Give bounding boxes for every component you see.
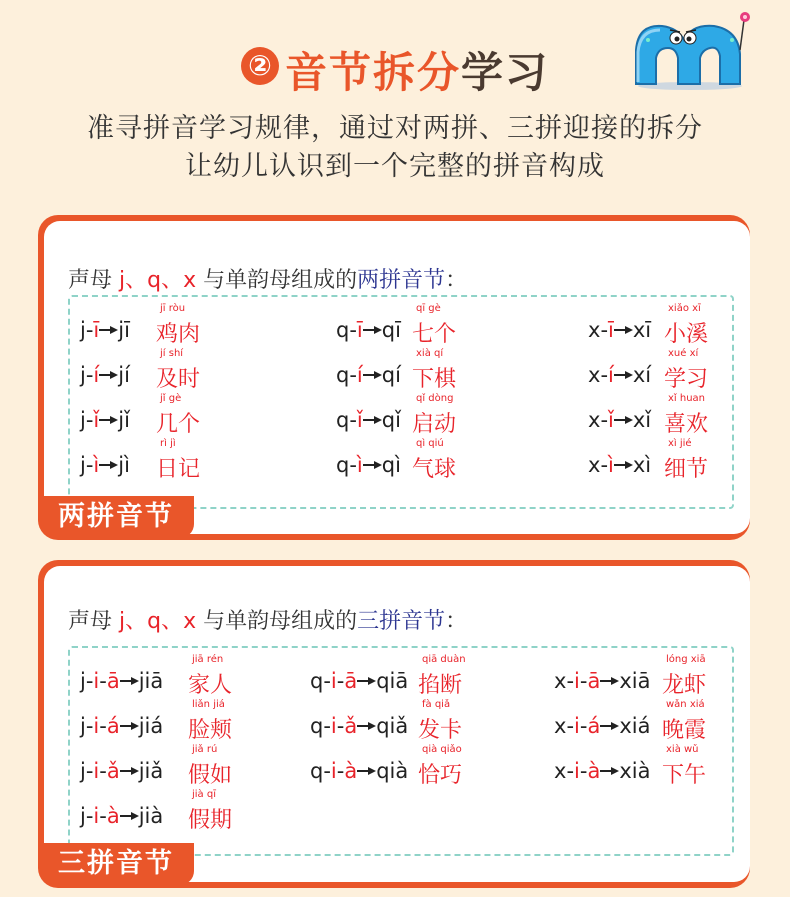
example-word: 发卡 — [418, 718, 463, 743]
pinyin-annotation: jí shí — [160, 348, 184, 359]
vowel-letter: á — [587, 714, 601, 738]
syllable-result: qiā — [376, 669, 409, 693]
vowel-letter: í — [93, 363, 100, 387]
two-spell-intro: 声母 j、q、x 与单韵母组成的两拼音节： — [68, 268, 468, 293]
example-word: 假如 — [188, 763, 233, 788]
letter-m-mascot-icon — [628, 10, 758, 90]
medial-letter: i — [93, 759, 100, 783]
initial-letter: j — [80, 669, 86, 693]
syllable-result: qǐ — [381, 408, 401, 432]
pinyin-annotation: jiǎ rú — [192, 744, 218, 755]
arrow-right-icon — [363, 460, 382, 470]
syllable-breakdown: x-ǐ xǐ — [588, 408, 652, 432]
arrow-right-icon — [357, 721, 376, 731]
example-word: 日记 — [156, 457, 201, 482]
vowel-letter: ā — [587, 669, 601, 693]
vowel-letter: ī — [93, 318, 100, 342]
three-spell-keyword: 三拼音节 — [357, 609, 446, 634]
initial-letter: q — [310, 669, 324, 693]
initial-letter: q — [336, 363, 350, 387]
syllable-breakdown: q-ì qì — [336, 453, 401, 477]
syllable-breakdown: q-i-à qià — [310, 759, 409, 783]
three-spell-intro: 声母 j、q、x 与单韵母组成的三拼音节： — [68, 609, 468, 634]
two-spell-panel-body — [44, 221, 750, 534]
example-word: 学习 — [664, 367, 709, 392]
example-word: 鸡肉 — [156, 322, 201, 347]
syllable-result: jiā — [138, 669, 164, 693]
syllable-result: xì — [632, 453, 652, 477]
initial-letter: j — [80, 318, 86, 342]
syllable-result: xià — [619, 759, 651, 783]
title-highlight: 音节拆分 — [284, 48, 461, 97]
arrow-right-icon — [614, 370, 633, 380]
two-spell-keyword: 两拼音节 — [357, 268, 446, 293]
syllable-result: xiá — [619, 714, 651, 738]
subtitle-line-2: 让幼儿认识到一个完整的拼音构成 — [185, 151, 605, 182]
arrow-right-icon — [614, 415, 633, 425]
medial-letter: i — [93, 714, 100, 738]
vowel-letter: ì — [608, 453, 614, 477]
vowel-letter: ì — [356, 453, 363, 477]
syllable-breakdown: x-ī xī — [588, 318, 652, 342]
syllable-result: xǐ — [632, 408, 652, 432]
initial-letter: j — [80, 408, 86, 432]
arrow-right-icon — [357, 766, 376, 776]
two-spell-tag: 两拼音节 — [38, 496, 194, 538]
example-word: 下午 — [662, 763, 707, 788]
pinyin-annotation: liǎn jiá — [192, 699, 225, 710]
arrow-right-icon — [614, 460, 633, 470]
initial-letter: x — [554, 759, 567, 783]
pinyin-annotation: qī gè — [416, 303, 441, 314]
pinyin-annotation: xué xí — [668, 348, 699, 359]
arrow-right-icon — [120, 721, 139, 731]
initial-letter: q — [336, 318, 350, 342]
vowel-letter: à — [106, 804, 120, 828]
vowel-letter: ǐ — [608, 408, 614, 432]
initial-letter: x — [554, 669, 567, 693]
pinyin-annotation: rì jì — [160, 438, 176, 449]
syllable-breakdown: x-i-à xià — [554, 759, 651, 783]
syllable-result: jì — [118, 453, 130, 477]
vowel-letter: á — [106, 714, 120, 738]
arrow-right-icon — [120, 766, 139, 776]
arrow-right-icon — [120, 676, 139, 686]
syllable-breakdown: j-ī jī — [80, 318, 130, 342]
pinyin-annotation: xià wǔ — [666, 744, 699, 755]
pinyin-annotation: qì qiú — [416, 438, 444, 449]
two-spell-panel — [38, 215, 750, 540]
pinyin-annotation: qǐ dòng — [416, 393, 454, 404]
pinyin-annotation: xiǎo xī — [668, 303, 701, 314]
syllable-result: jí — [118, 363, 130, 387]
initial-letter: x — [588, 318, 601, 342]
initial-letter: j — [80, 453, 86, 477]
arrow-right-icon — [614, 325, 633, 335]
title-rest: 学习 — [461, 48, 550, 97]
subtitle — [0, 110, 790, 186]
initial-letter: x — [554, 714, 567, 738]
arrow-right-icon — [600, 766, 619, 776]
example-word: 恰巧 — [418, 763, 463, 788]
vowel-letter: à — [587, 759, 601, 783]
arrow-right-icon — [363, 415, 382, 425]
three-spell-grid — [68, 646, 734, 856]
pinyin-annotation: lóng xiā — [666, 654, 706, 665]
syllable-result: xiā — [619, 669, 651, 693]
initial-letter: q — [336, 453, 350, 477]
pinyin-annotation: jià qī — [192, 789, 216, 800]
arrow-right-icon — [363, 325, 382, 335]
example-word: 启动 — [412, 412, 457, 437]
pinyin-annotation: qiā duàn — [422, 654, 466, 665]
arrow-right-icon — [99, 370, 118, 380]
syllable-breakdown: j-i-à jià — [80, 804, 164, 828]
initial-letter: j — [80, 714, 86, 738]
vowel-letter: ǐ — [356, 408, 363, 432]
example-word: 细节 — [664, 457, 709, 482]
pinyin-annotation: qià qiǎo — [422, 744, 462, 755]
medial-letter: i — [330, 759, 337, 783]
syllable-result: qī — [381, 318, 401, 342]
syllable-breakdown: j-i-ǎ jiǎ — [80, 759, 164, 783]
initial-letter: j — [80, 804, 86, 828]
medial-letter: i — [330, 714, 337, 738]
arrow-right-icon — [600, 721, 619, 731]
syllable-result: qì — [381, 453, 401, 477]
initial-letter: j — [80, 759, 86, 783]
pinyin-annotation: xià qí — [416, 348, 444, 359]
syllable-breakdown: q-i-ā qiā — [310, 669, 409, 693]
syllable-breakdown: q-ǐ qǐ — [336, 408, 401, 432]
syllable-result: qí — [381, 363, 401, 387]
arrow-right-icon — [99, 415, 118, 425]
syllable-result: jiá — [138, 714, 164, 738]
syllable-result: jiǎ — [138, 759, 164, 783]
example-word: 脸颊 — [188, 718, 233, 743]
example-word: 家人 — [188, 673, 233, 698]
initial-letter: x — [588, 363, 601, 387]
syllable-breakdown: x-í xí — [588, 363, 652, 387]
vowel-letter: ǎ — [106, 759, 120, 783]
example-word: 龙虾 — [662, 673, 707, 698]
syllable-result: xí — [632, 363, 652, 387]
pinyin-annotation: jǐ gè — [160, 393, 182, 404]
example-word: 及时 — [156, 367, 201, 392]
initial-letter: j — [80, 363, 86, 387]
arrow-right-icon — [99, 325, 118, 335]
initial-letter: q — [336, 408, 350, 432]
example-word: 晚霞 — [662, 718, 707, 743]
syllable-result: xī — [632, 318, 652, 342]
syllable-breakdown: x-ì xì — [588, 453, 652, 477]
syllable-result: qià — [376, 759, 409, 783]
arrow-right-icon — [357, 676, 376, 686]
example-word: 小溪 — [664, 322, 709, 347]
initial-letter: q — [310, 759, 324, 783]
pinyin-annotation: jiā rén — [192, 654, 224, 665]
example-word: 掐断 — [418, 673, 463, 698]
pinyin-annotation: fà qiǎ — [422, 699, 451, 710]
initials-jqx: j、q、x — [119, 609, 197, 634]
syllable-result: jī — [118, 318, 130, 342]
example-word: 喜欢 — [664, 412, 709, 437]
example-word: 气球 — [412, 457, 457, 482]
syllable-result: qiǎ — [376, 714, 409, 738]
vowel-letter: ì — [93, 453, 100, 477]
medial-letter: i — [330, 669, 337, 693]
vowel-letter: ī — [356, 318, 363, 342]
syllable-breakdown: x-i-ā xiā — [554, 669, 651, 693]
vowel-letter: ā — [106, 669, 120, 693]
example-word: 几个 — [156, 412, 201, 437]
pinyin-annotation: xǐ huan — [668, 393, 706, 404]
pinyin-annotation: jī ròu — [160, 303, 186, 314]
vowel-letter: à — [344, 759, 358, 783]
syllable-breakdown: j-ǐ jǐ — [80, 408, 130, 432]
two-spell-grid — [68, 295, 734, 509]
three-spell-panel-body — [44, 566, 750, 882]
initial-letter: x — [588, 408, 601, 432]
syllable-breakdown: q-í qí — [336, 363, 401, 387]
medial-letter: i — [574, 714, 580, 738]
arrow-right-icon — [600, 676, 619, 686]
syllable-result: jǐ — [118, 408, 130, 432]
example-word: 下棋 — [412, 367, 457, 392]
example-word: 七个 — [412, 322, 457, 347]
three-spell-panel — [38, 560, 750, 888]
vowel-letter: ǎ — [344, 714, 358, 738]
syllable-result: jià — [138, 804, 164, 828]
syllable-breakdown: j-ì jì — [80, 453, 130, 477]
section-number-badge: ② — [241, 47, 279, 85]
syllable-breakdown: j-í jí — [80, 363, 130, 387]
subtitle-line-1: 准寻拼音学习规律，通过对两拼、三拼迎接的拆分 — [87, 113, 703, 144]
syllable-breakdown: x-i-á xiá — [554, 714, 651, 738]
arrow-right-icon — [99, 460, 118, 470]
medial-letter: i — [574, 669, 580, 693]
initial-letter: x — [588, 453, 601, 477]
example-word: 假期 — [188, 808, 233, 833]
vowel-letter: í — [356, 363, 363, 387]
vowel-letter: ī — [608, 318, 614, 342]
syllable-breakdown: j-i-ā jiā — [80, 669, 164, 693]
syllable-breakdown: q-ī qī — [336, 318, 401, 342]
arrow-right-icon — [120, 811, 139, 821]
pinyin-annotation: xì jié — [668, 438, 692, 449]
medial-letter: i — [93, 669, 100, 693]
initial-letter: q — [310, 714, 324, 738]
three-spell-tag: 三拼音节 — [38, 843, 194, 885]
vowel-letter: ā — [344, 669, 358, 693]
arrow-right-icon — [363, 370, 382, 380]
syllable-breakdown: j-i-á jiá — [80, 714, 164, 738]
initials-jqx: j、q、x — [119, 268, 197, 293]
medial-letter: i — [574, 759, 580, 783]
syllable-breakdown: q-i-ǎ qiǎ — [310, 714, 409, 738]
vowel-letter: í — [608, 363, 614, 387]
pinyin-annotation: wǎn xiá — [666, 699, 705, 710]
vowel-letter: ǐ — [93, 408, 100, 432]
medial-letter: i — [93, 804, 100, 828]
